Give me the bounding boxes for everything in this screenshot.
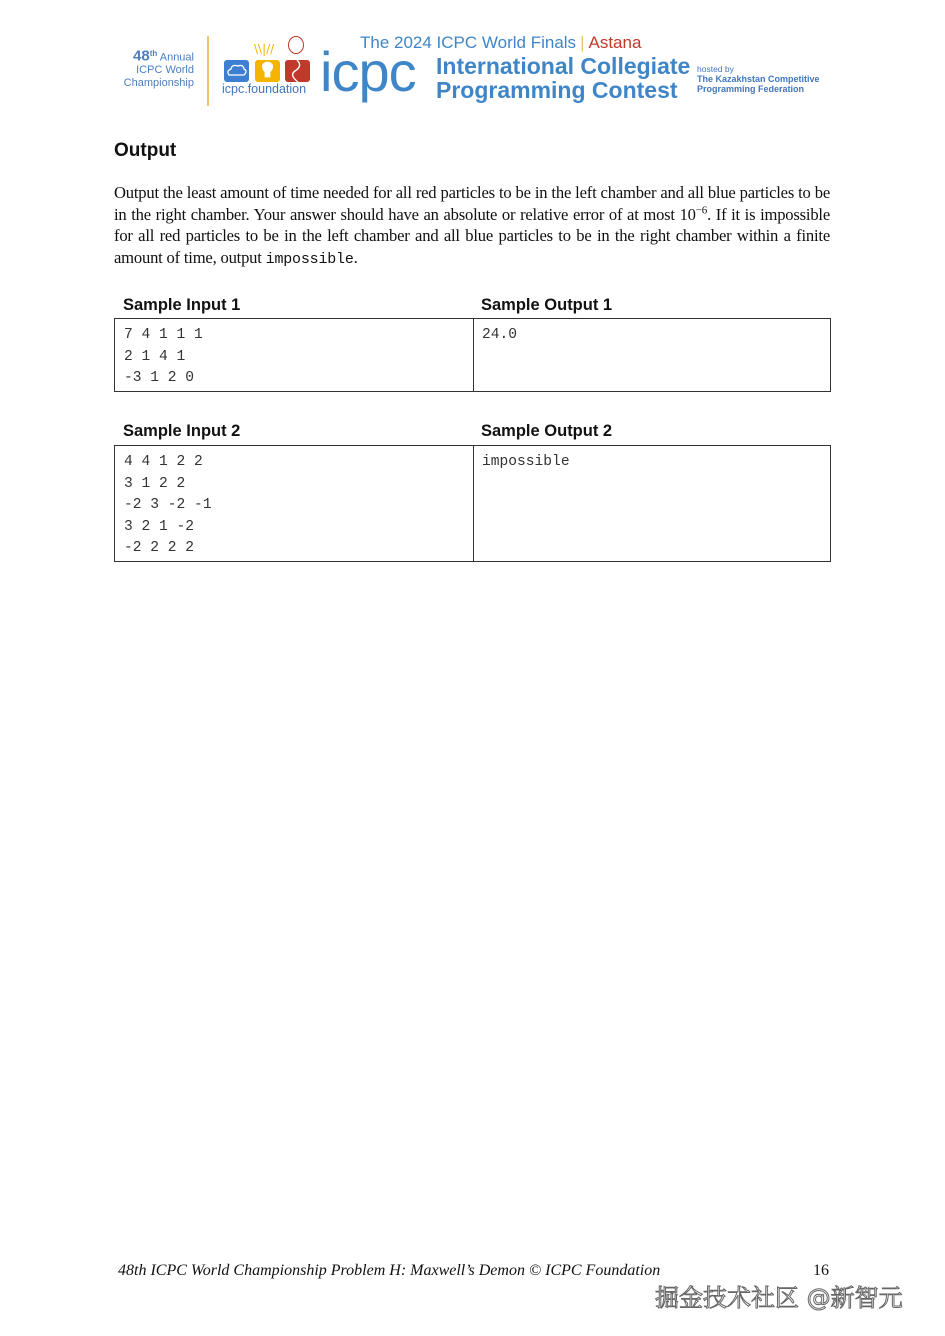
annual-line3: Championship (123, 76, 194, 89)
hosted-by-block (697, 64, 820, 94)
sample-input-1-label: Sample Input 1 (123, 296, 241, 314)
sample-output-1-text: 24.0 (482, 327, 518, 343)
sample-output-1-label: Sample Output 1 (481, 296, 613, 314)
world-finals-city: Astana (588, 33, 642, 52)
sample-input-2-label: Sample Input 2 (123, 422, 241, 440)
sample-1-table (114, 318, 831, 392)
paragraph-end: . (353, 247, 358, 267)
balloon-tile-icon (285, 60, 310, 82)
foundation-label: icpc.foundation (222, 82, 307, 96)
watermark: 掘金技术社区 @新智元 (655, 1284, 903, 1312)
sample-input-2-cell (115, 446, 474, 561)
world-finals-text: The 2024 ICPC World Finals (360, 33, 577, 52)
section-title: Output (114, 140, 177, 161)
contest-name (436, 54, 690, 102)
paragraph-part2: . If it is impossible for all red particles to be in the left chamber and all blue particles to be in the right chamber within a finite amount of time, output (114, 204, 830, 267)
annual-word: Annual (159, 51, 194, 64)
host-line2: Programming Federation (697, 84, 805, 94)
world-finals-separator: | (580, 33, 585, 52)
sample-input-1-text: 7 4 1 1 1 2 1 4 1 -3 1 2 0 (124, 327, 203, 386)
world-finals-title (360, 33, 641, 53)
sample-output-2-cell (473, 446, 830, 561)
host-line1: The Kazakhstan Competitive (697, 74, 820, 84)
sample-output-2-text: impossible (482, 454, 570, 470)
annual-championship-label (112, 48, 194, 89)
sample-output-1-cell (473, 319, 830, 391)
cloud-icon (224, 60, 249, 82)
hosted-by-label: hosted by (697, 64, 734, 74)
paragraph-code: impossible (265, 250, 354, 268)
sample-output-2-label: Sample Output 2 (481, 422, 613, 440)
sample-2-table (114, 445, 831, 562)
paragraph-exponent: −6 (695, 203, 708, 216)
output-description (114, 182, 830, 270)
sample-input-1-cell (115, 319, 474, 391)
balloon-icon (288, 36, 304, 54)
header-divider (207, 36, 209, 106)
paragraph-part1: Output the least amount of time needed for all red particles to be in the left chamber and all blue particles to be in the right chamber. Your answer should have an absolute or relative error of at most 10 (114, 183, 830, 224)
annual-suffix: th (149, 49, 158, 58)
icpc-logo: icpc (320, 40, 416, 103)
annual-number: 48 (133, 47, 150, 65)
contest-name-line1: International Collegiate (436, 53, 691, 79)
page-number: 16 (813, 1262, 829, 1279)
annual-line2: ICPC World (136, 64, 194, 77)
light-rays-icon: \\|// (254, 42, 275, 56)
page-footer: 48th ICPC World Championship Problem H: Maxwell’s Demon © ICPC Foundation (118, 1262, 661, 1279)
contest-name-line2: Programming Contest (436, 77, 678, 103)
sample-input-2-text: 4 4 1 2 2 3 1 2 2 -2 3 -2 -1 3 2 1 -2 -2 2 2 2 (124, 454, 212, 556)
lightbulb-icon (255, 60, 280, 82)
